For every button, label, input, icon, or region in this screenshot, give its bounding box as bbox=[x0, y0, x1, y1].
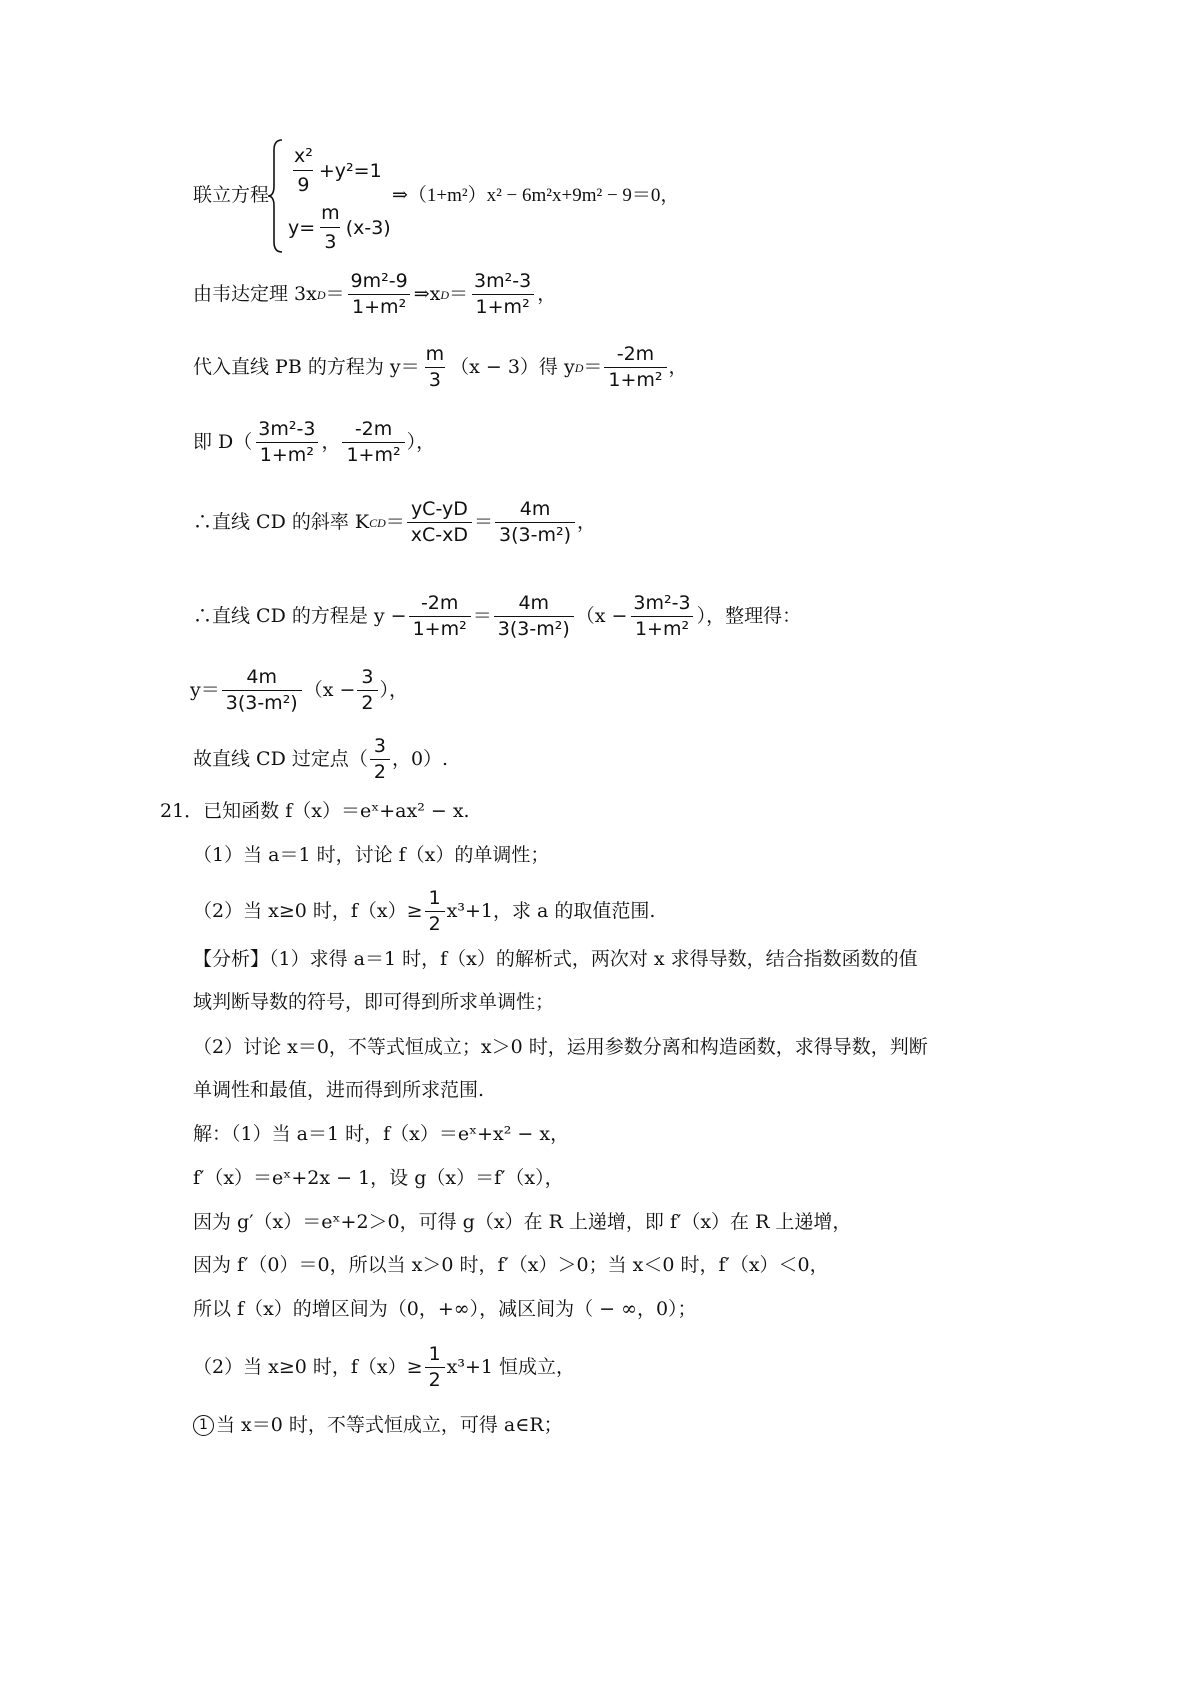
system-label: 联立方程 bbox=[193, 184, 270, 206]
system-result: ⇒（1+m²）x² − 6m²x+9m² − 9＝0， bbox=[392, 185, 680, 206]
question-21-part1: （1）当 a＝1 时，讨论 f（x）的单调性； bbox=[193, 844, 550, 866]
solution-line-2: f′（x）＝eˣ+2x − 1，设 g（x）＝f′（x）， bbox=[193, 1167, 564, 1189]
solution-line-7: 1 当 x＝0 时，不等式恒成立，可得 a∈R； bbox=[193, 1415, 563, 1436]
question-21-part2: （2）当 x≥0 时，f（x）≥ $\frac{1}{2}$ x³+1，求 a 的取值范围. bbox=[193, 887, 656, 935]
vieta-line: 由韦达定理 3x D ＝ $\frac{\text{9m²-9}}{\text{1+m²}}$ ⇒x D ＝ $\frac{\text{3m²-3}}{\text{1+m²}}$ ， bbox=[193, 270, 557, 318]
solution-line-1: 解：（1）当 a＝1 时，f（x）＝eˣ+x² − x， bbox=[193, 1123, 570, 1145]
system-eq1: $\frac{\text{x²}}{9}$ +y²=1 bbox=[294, 145, 382, 196]
substitute-line: 代入直线 PB 的方程为 y＝ $\frac{m}{3}$ （x − 3）得 y D ＝ $\frac{-2m}{\text{1+m²}}$ ， bbox=[193, 343, 688, 391]
line-cd-equation: ∴直线 CD 的方程是 y − $\frac{-2m}{\text{1+m²}}$ ＝ $\frac{4m}{\text{3(3-m²)}}$ （x − $\frac{\text{3m²-3}}{\text{1+m²}}$ ），整理得： bbox=[193, 592, 802, 640]
analysis-line-1: 【分析】（1）求得 a＝1 时，f（x）的解析式，两次对 x 求得导数，结合指数函数的值 bbox=[193, 948, 918, 970]
solution-line-3: 因为 g′（x）＝eˣ+2＞0，可得 g（x）在 R 上递增，即 f′（x）在 R 上递增， bbox=[193, 1211, 852, 1233]
solution-line-4: 因为 f′（0）＝0，所以当 x＞0 时，f′（x）＞0；当 x＜0 时，f′（x）＜0， bbox=[193, 1254, 829, 1276]
circled-number: 1 bbox=[193, 1415, 214, 1436]
fixed-point-line: 故直线 CD 过定点（ $\frac{3}{2}$ ，0）. bbox=[193, 735, 449, 783]
solution-line-6: （2）当 x≥0 时，f（x）≥ $\frac{1}{2}$ x³+1 恒成立， bbox=[193, 1343, 576, 1391]
simplified-line: y＝ $\frac{4m}{\text{3(3-m²)}}$ （x − $\frac{3}{2}$ ）， bbox=[190, 666, 409, 714]
slope-line: ∴直线 CD 的斜率 K CD ＝ $\frac{yC-yD}{xC-xD}$ ＝ $\frac{4m}{\text{3(3-m²)}}$ ， bbox=[193, 498, 597, 546]
left-brace-icon bbox=[266, 138, 286, 254]
analysis-line-2: 域判断导数的符号，即可得到所求单调性； bbox=[193, 991, 555, 1013]
system-eq2: y= $\frac{m}{3}$ (x-3) bbox=[288, 202, 391, 253]
question-21-stem: 21．已知函数 f（x）＝eˣ+ax² − x. bbox=[160, 800, 470, 822]
analysis-line-4: 单调性和最值，进而得到所求范围. bbox=[193, 1079, 485, 1101]
solution-line-5: 所以 f（x）的增区间为（0，+∞），减区间为（ − ∞，0）； bbox=[193, 1298, 697, 1320]
point-d-line: 即 D（ $\frac{\text{3m²-3}}{\text{1+m²}}$ ， $\frac{-2m}{\text{1+m²}}$ ）， bbox=[193, 418, 436, 466]
analysis-line-3: （2）讨论 x＝0，不等式恒成立；x＞0 时，运用参数分离和构造函数，求得导数，判断 bbox=[193, 1036, 928, 1058]
